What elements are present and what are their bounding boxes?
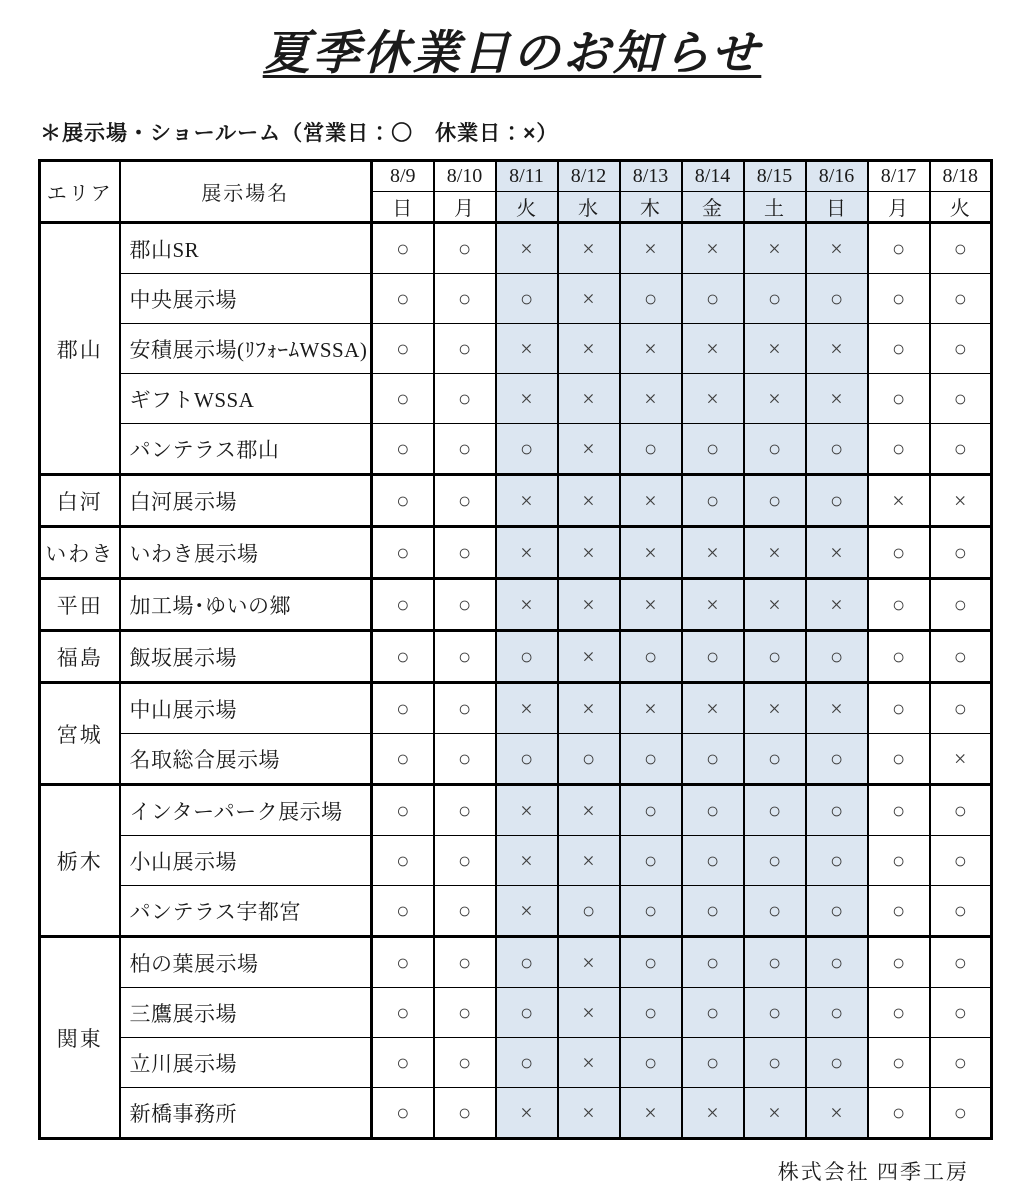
status-cell: ○ [620,631,682,683]
status-cell: ○ [434,324,496,374]
status-cell: × [620,324,682,374]
status-cell: × [558,424,620,475]
status-cell: × [496,785,558,836]
status-cell: × [496,886,558,937]
date-header: 8/10 [434,161,496,192]
status-cell: ○ [372,988,434,1038]
status-cell: ○ [744,785,806,836]
table-body [40,223,992,1139]
status-cell: ○ [868,1088,930,1139]
status-cell: × [558,631,620,683]
status-cell: ○ [496,424,558,475]
status-cell: ○ [434,527,496,579]
status-cell: ○ [372,734,434,785]
day-header: 火 [930,192,992,223]
status-cell: ○ [620,734,682,785]
status-cell: ○ [930,374,992,424]
status-cell: × [558,836,620,886]
legend-note: ＊展示場・ショールーム（営業日：〇 休業日：×） [40,122,559,145]
status-cell: ○ [434,424,496,475]
status-cell: ○ [806,886,868,937]
status-cell: × [682,374,744,424]
status-cell: × [496,527,558,579]
status-cell: ○ [496,274,558,324]
exhibition-name-cell: 飯坂展示場 [120,631,372,683]
status-cell: ○ [806,734,868,785]
area-cell: 郡山 [40,223,120,475]
status-cell: ○ [868,836,930,886]
status-cell: × [744,579,806,631]
table-row [40,374,992,424]
status-cell: × [868,475,930,527]
status-cell: ○ [930,785,992,836]
status-cell: ○ [806,785,868,836]
status-cell: × [558,475,620,527]
status-cell: ○ [372,527,434,579]
column-header-name: 展示場名 [120,161,372,223]
status-cell: ○ [930,988,992,1038]
date-header: 8/14 [682,161,744,192]
status-cell: ○ [930,223,992,274]
status-cell: × [496,223,558,274]
status-cell: ○ [868,274,930,324]
table-row [40,937,992,988]
area-cell: 関東 [40,937,120,1139]
status-cell: ○ [372,1088,434,1139]
status-cell: ○ [682,424,744,475]
status-cell: × [682,579,744,631]
status-cell: ○ [682,274,744,324]
status-cell: × [682,1088,744,1139]
status-cell: × [806,223,868,274]
status-cell: ○ [682,886,744,937]
status-cell: ○ [744,475,806,527]
exhibition-name-cell: 白河展示場 [120,475,372,527]
status-cell: ○ [372,886,434,937]
status-cell: ○ [744,886,806,937]
status-cell: ○ [868,631,930,683]
status-cell: × [620,683,682,734]
status-cell: ○ [372,579,434,631]
status-cell: ○ [620,937,682,988]
table-row [40,527,992,579]
table-row [40,1088,992,1139]
date-header: 8/16 [806,161,868,192]
status-cell: ○ [930,886,992,937]
status-cell: ○ [682,785,744,836]
status-cell: ○ [868,324,930,374]
status-cell: ○ [744,274,806,324]
exhibition-name-cell: 加工場･ゆいの郷 [120,579,372,631]
status-cell: × [620,475,682,527]
status-cell: ○ [558,886,620,937]
status-cell: ○ [868,527,930,579]
status-cell: ○ [682,988,744,1038]
status-cell: ○ [744,836,806,886]
exhibition-name-cell: 郡山SR [120,223,372,274]
status-cell: ○ [930,527,992,579]
status-cell: ○ [372,785,434,836]
status-cell: ○ [372,683,434,734]
status-cell: × [620,1088,682,1139]
status-cell: ○ [372,374,434,424]
status-cell: ○ [496,988,558,1038]
status-cell: ○ [372,223,434,274]
column-header-area: エリア [40,161,120,223]
status-cell: ○ [434,937,496,988]
table-row [40,631,992,683]
date-header: 8/11 [496,161,558,192]
day-header: 水 [558,192,620,223]
area-cell: 白河 [40,475,120,527]
area-cell: 平田 [40,579,120,631]
exhibition-name-cell: いわき展示場 [120,527,372,579]
exhibition-name-cell: 柏の葉展示場 [120,937,372,988]
status-cell: ○ [806,631,868,683]
status-cell: ○ [744,1038,806,1088]
exhibition-name-cell: 中山展示場 [120,683,372,734]
status-cell: ○ [868,886,930,937]
status-cell: ○ [744,631,806,683]
status-cell: ○ [806,424,868,475]
exhibition-name-cell: ギフトWSSA [120,374,372,424]
status-cell: ○ [930,683,992,734]
status-cell: ○ [434,475,496,527]
status-cell: × [558,1088,620,1139]
status-cell: × [806,1088,868,1139]
status-cell: ○ [868,579,930,631]
status-cell: × [930,475,992,527]
status-cell: ○ [496,734,558,785]
status-cell: ○ [930,424,992,475]
area-cell: 福島 [40,631,120,683]
day-header: 火 [496,192,558,223]
status-cell: ○ [434,988,496,1038]
table-row [40,223,992,274]
status-cell: ○ [868,937,930,988]
day-header: 日 [806,192,868,223]
day-header: 月 [868,192,930,223]
status-cell: × [558,937,620,988]
status-cell: ○ [744,937,806,988]
status-cell: ○ [930,836,992,886]
table-row [40,274,992,324]
table-row [40,579,992,631]
status-cell: ○ [434,683,496,734]
status-cell: ○ [372,274,434,324]
status-cell: ○ [372,937,434,988]
status-cell: ○ [620,424,682,475]
status-cell: ○ [682,836,744,886]
status-cell: ○ [496,1038,558,1088]
status-cell: ○ [372,324,434,374]
status-cell: × [744,374,806,424]
status-cell: ○ [372,475,434,527]
date-header: 8/9 [372,161,434,192]
status-cell: ○ [930,937,992,988]
status-cell: ○ [620,886,682,937]
status-cell: ○ [682,475,744,527]
status-cell: ○ [930,1038,992,1088]
status-cell: ○ [434,631,496,683]
status-cell: × [744,1088,806,1139]
status-cell: × [496,1088,558,1139]
table-row [40,1038,992,1088]
status-cell: × [496,374,558,424]
area-cell: いわき [40,527,120,579]
status-cell: × [620,374,682,424]
status-cell: ○ [558,734,620,785]
status-cell: ○ [434,1038,496,1088]
table-row [40,424,992,475]
day-header: 日 [372,192,434,223]
status-cell: ○ [434,734,496,785]
table-row [40,886,992,937]
table-row [40,324,992,374]
status-cell: ○ [868,988,930,1038]
date-header: 8/17 [868,161,930,192]
status-cell: ○ [372,631,434,683]
exhibition-name-cell: パンテラス郡山 [120,424,372,475]
exhibition-name-cell: 小山展示場 [120,836,372,886]
table-row [40,683,992,734]
status-cell: ○ [806,937,868,988]
table-row [40,988,992,1038]
page-title: 夏季休業日のお知らせ [262,28,762,80]
exhibition-name-cell: 安積展示場(ﾘﾌｫｰﾑWSSA) [120,324,372,374]
status-cell: ○ [620,785,682,836]
table-row [40,785,992,836]
status-cell: × [558,579,620,631]
status-cell: ○ [806,1038,868,1088]
area-cell: 宮城 [40,683,120,785]
date-header: 8/15 [744,161,806,192]
status-cell: ○ [806,475,868,527]
status-cell: ○ [434,223,496,274]
table-row [40,734,992,785]
exhibition-name-cell: パンテラス宇都宮 [120,886,372,937]
status-cell: ○ [930,1088,992,1139]
status-cell: × [744,683,806,734]
status-cell: × [620,579,682,631]
status-cell: × [558,274,620,324]
status-cell: × [806,324,868,374]
status-cell: ○ [434,579,496,631]
status-cell: ○ [744,734,806,785]
status-cell: ○ [868,223,930,274]
date-header: 8/13 [620,161,682,192]
status-cell: ○ [806,988,868,1038]
status-cell: × [806,579,868,631]
status-cell: × [558,374,620,424]
status-cell: × [558,527,620,579]
status-cell: × [620,223,682,274]
exhibition-name-cell: インターパーク展示場 [120,785,372,836]
status-cell: ○ [434,886,496,937]
exhibition-name-cell: 三鷹展示場 [120,988,372,1038]
status-cell: ○ [744,424,806,475]
status-cell: × [496,579,558,631]
status-cell: ○ [868,734,930,785]
status-cell: × [558,988,620,1038]
date-header: 8/12 [558,161,620,192]
status-cell: ○ [868,785,930,836]
day-header: 木 [620,192,682,223]
status-cell: ○ [434,1088,496,1139]
status-cell: ○ [868,374,930,424]
status-cell: ○ [806,836,868,886]
status-cell: × [496,324,558,374]
status-cell: ○ [930,274,992,324]
status-cell: ○ [620,1038,682,1088]
status-cell: ○ [930,324,992,374]
status-cell: ○ [682,1038,744,1088]
status-cell: ○ [806,274,868,324]
status-cell: × [620,527,682,579]
status-cell: ○ [682,734,744,785]
status-cell: × [806,527,868,579]
exhibition-name-cell: 新橋事務所 [120,1088,372,1139]
status-cell: ○ [372,836,434,886]
schedule-table [38,159,993,1140]
status-cell: × [806,683,868,734]
area-cell: 栃木 [40,785,120,937]
status-cell: × [806,374,868,424]
status-cell: ○ [620,836,682,886]
status-cell: × [496,683,558,734]
table-row [40,836,992,886]
status-cell: ○ [682,937,744,988]
status-cell: × [682,527,744,579]
status-cell: ○ [930,579,992,631]
table-row [40,475,992,527]
status-cell: ○ [868,424,930,475]
status-cell: × [558,324,620,374]
status-cell: × [496,475,558,527]
table-header [40,161,992,223]
status-cell: × [682,324,744,374]
status-cell: × [558,785,620,836]
status-cell: ○ [744,988,806,1038]
status-cell: ○ [372,1038,434,1088]
status-cell: × [930,734,992,785]
company-name: 株式会社 四季工房 [777,1160,969,1184]
status-cell: ○ [434,374,496,424]
status-cell: × [744,324,806,374]
day-header: 金 [682,192,744,223]
status-cell: ○ [682,631,744,683]
status-cell: × [682,223,744,274]
status-cell: ○ [868,1038,930,1088]
day-header: 土 [744,192,806,223]
status-cell: ○ [434,785,496,836]
day-header: 月 [434,192,496,223]
status-cell: ○ [434,274,496,324]
status-cell: × [496,836,558,886]
status-cell: ○ [620,274,682,324]
exhibition-name-cell: 立川展示場 [120,1038,372,1088]
status-cell: × [558,1038,620,1088]
status-cell: ○ [930,631,992,683]
status-cell: × [744,223,806,274]
status-cell: × [558,223,620,274]
status-cell: ○ [496,631,558,683]
status-cell: ○ [434,836,496,886]
status-cell: ○ [620,988,682,1038]
status-cell: ○ [496,937,558,988]
exhibition-name-cell: 中央展示場 [120,274,372,324]
date-header: 8/18 [930,161,992,192]
status-cell: × [744,527,806,579]
status-cell: × [682,683,744,734]
exhibition-name-cell: 名取総合展示場 [120,734,372,785]
status-cell: ○ [868,683,930,734]
status-cell: × [558,683,620,734]
status-cell: ○ [372,424,434,475]
